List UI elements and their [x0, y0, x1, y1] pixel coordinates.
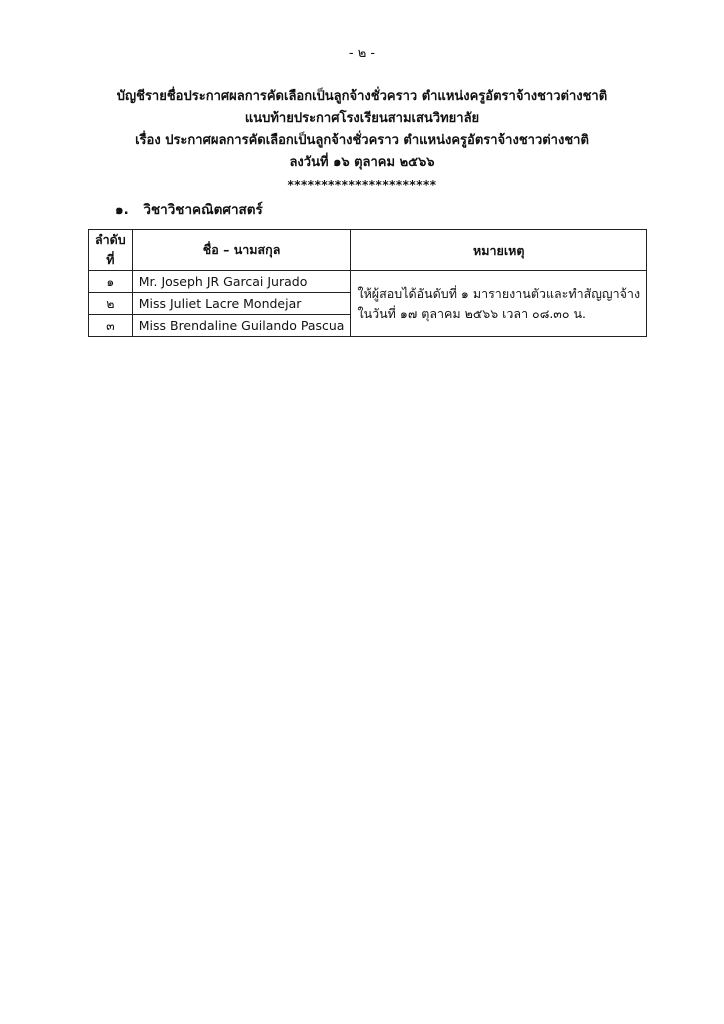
header-name: ชื่อ – นามสกุล [132, 230, 351, 271]
header-title-line: บัญชีรายชื่อประกาศผลการคัดเลือกเป็นลูกจ้างชั่วคราว ตำแหน่งครูอัตราจ้างชาวต่างชาติ [116, 89, 608, 104]
results-table [88, 229, 647, 337]
row-name: Miss Brendaline Guilando Pascua [132, 315, 351, 337]
header-date-line: ลงวันที่ ๑๖ ตุลาคม ๒๕๖๖ [289, 155, 435, 170]
page-number: - ๒ - [348, 46, 376, 61]
header-separator-stars: ********************** [287, 178, 437, 192]
header-order: ลำดับที่ [89, 230, 133, 271]
document-header [0, 86, 724, 196]
row-order: ๒ [89, 293, 133, 315]
row-order: ๓ [89, 315, 133, 337]
row-order: ๑ [89, 271, 133, 293]
remark-line-1: ให้ผู้สอบได้อันดับที่ ๑ มารายงานตัวและทำสัญญาจ้าง [357, 285, 641, 301]
row-name: Mr. Joseph JR Garcai Jurado [132, 271, 351, 293]
header-subject-line: เรื่อง ประกาศผลการคัดเลือกเป็นลูกจ้างชั่วคราว ตำแหน่งครูอัตราจ้างชาวต่างชาติ [135, 133, 589, 148]
table-header-row [89, 230, 647, 271]
section-number: ๑. [115, 202, 129, 218]
remark-cell [351, 271, 647, 337]
section-heading [115, 198, 263, 220]
header-remark: หมายเหตุ [351, 230, 647, 271]
row-name: Miss Juliet Lacre Mondejar [132, 293, 351, 315]
remark-line-2: ในวันที่ ๑๗ ตุลาคม ๒๕๖๖ เวลา ๐๘.๓๐ น. [357, 305, 586, 321]
table-row [89, 271, 647, 293]
header-attachment-line: แนบท้ายประกาศโรงเรียนสามเสนวิทยาลัย [244, 111, 480, 126]
section-title: วิชาวิชาคณิตศาสตร์ [143, 202, 263, 218]
